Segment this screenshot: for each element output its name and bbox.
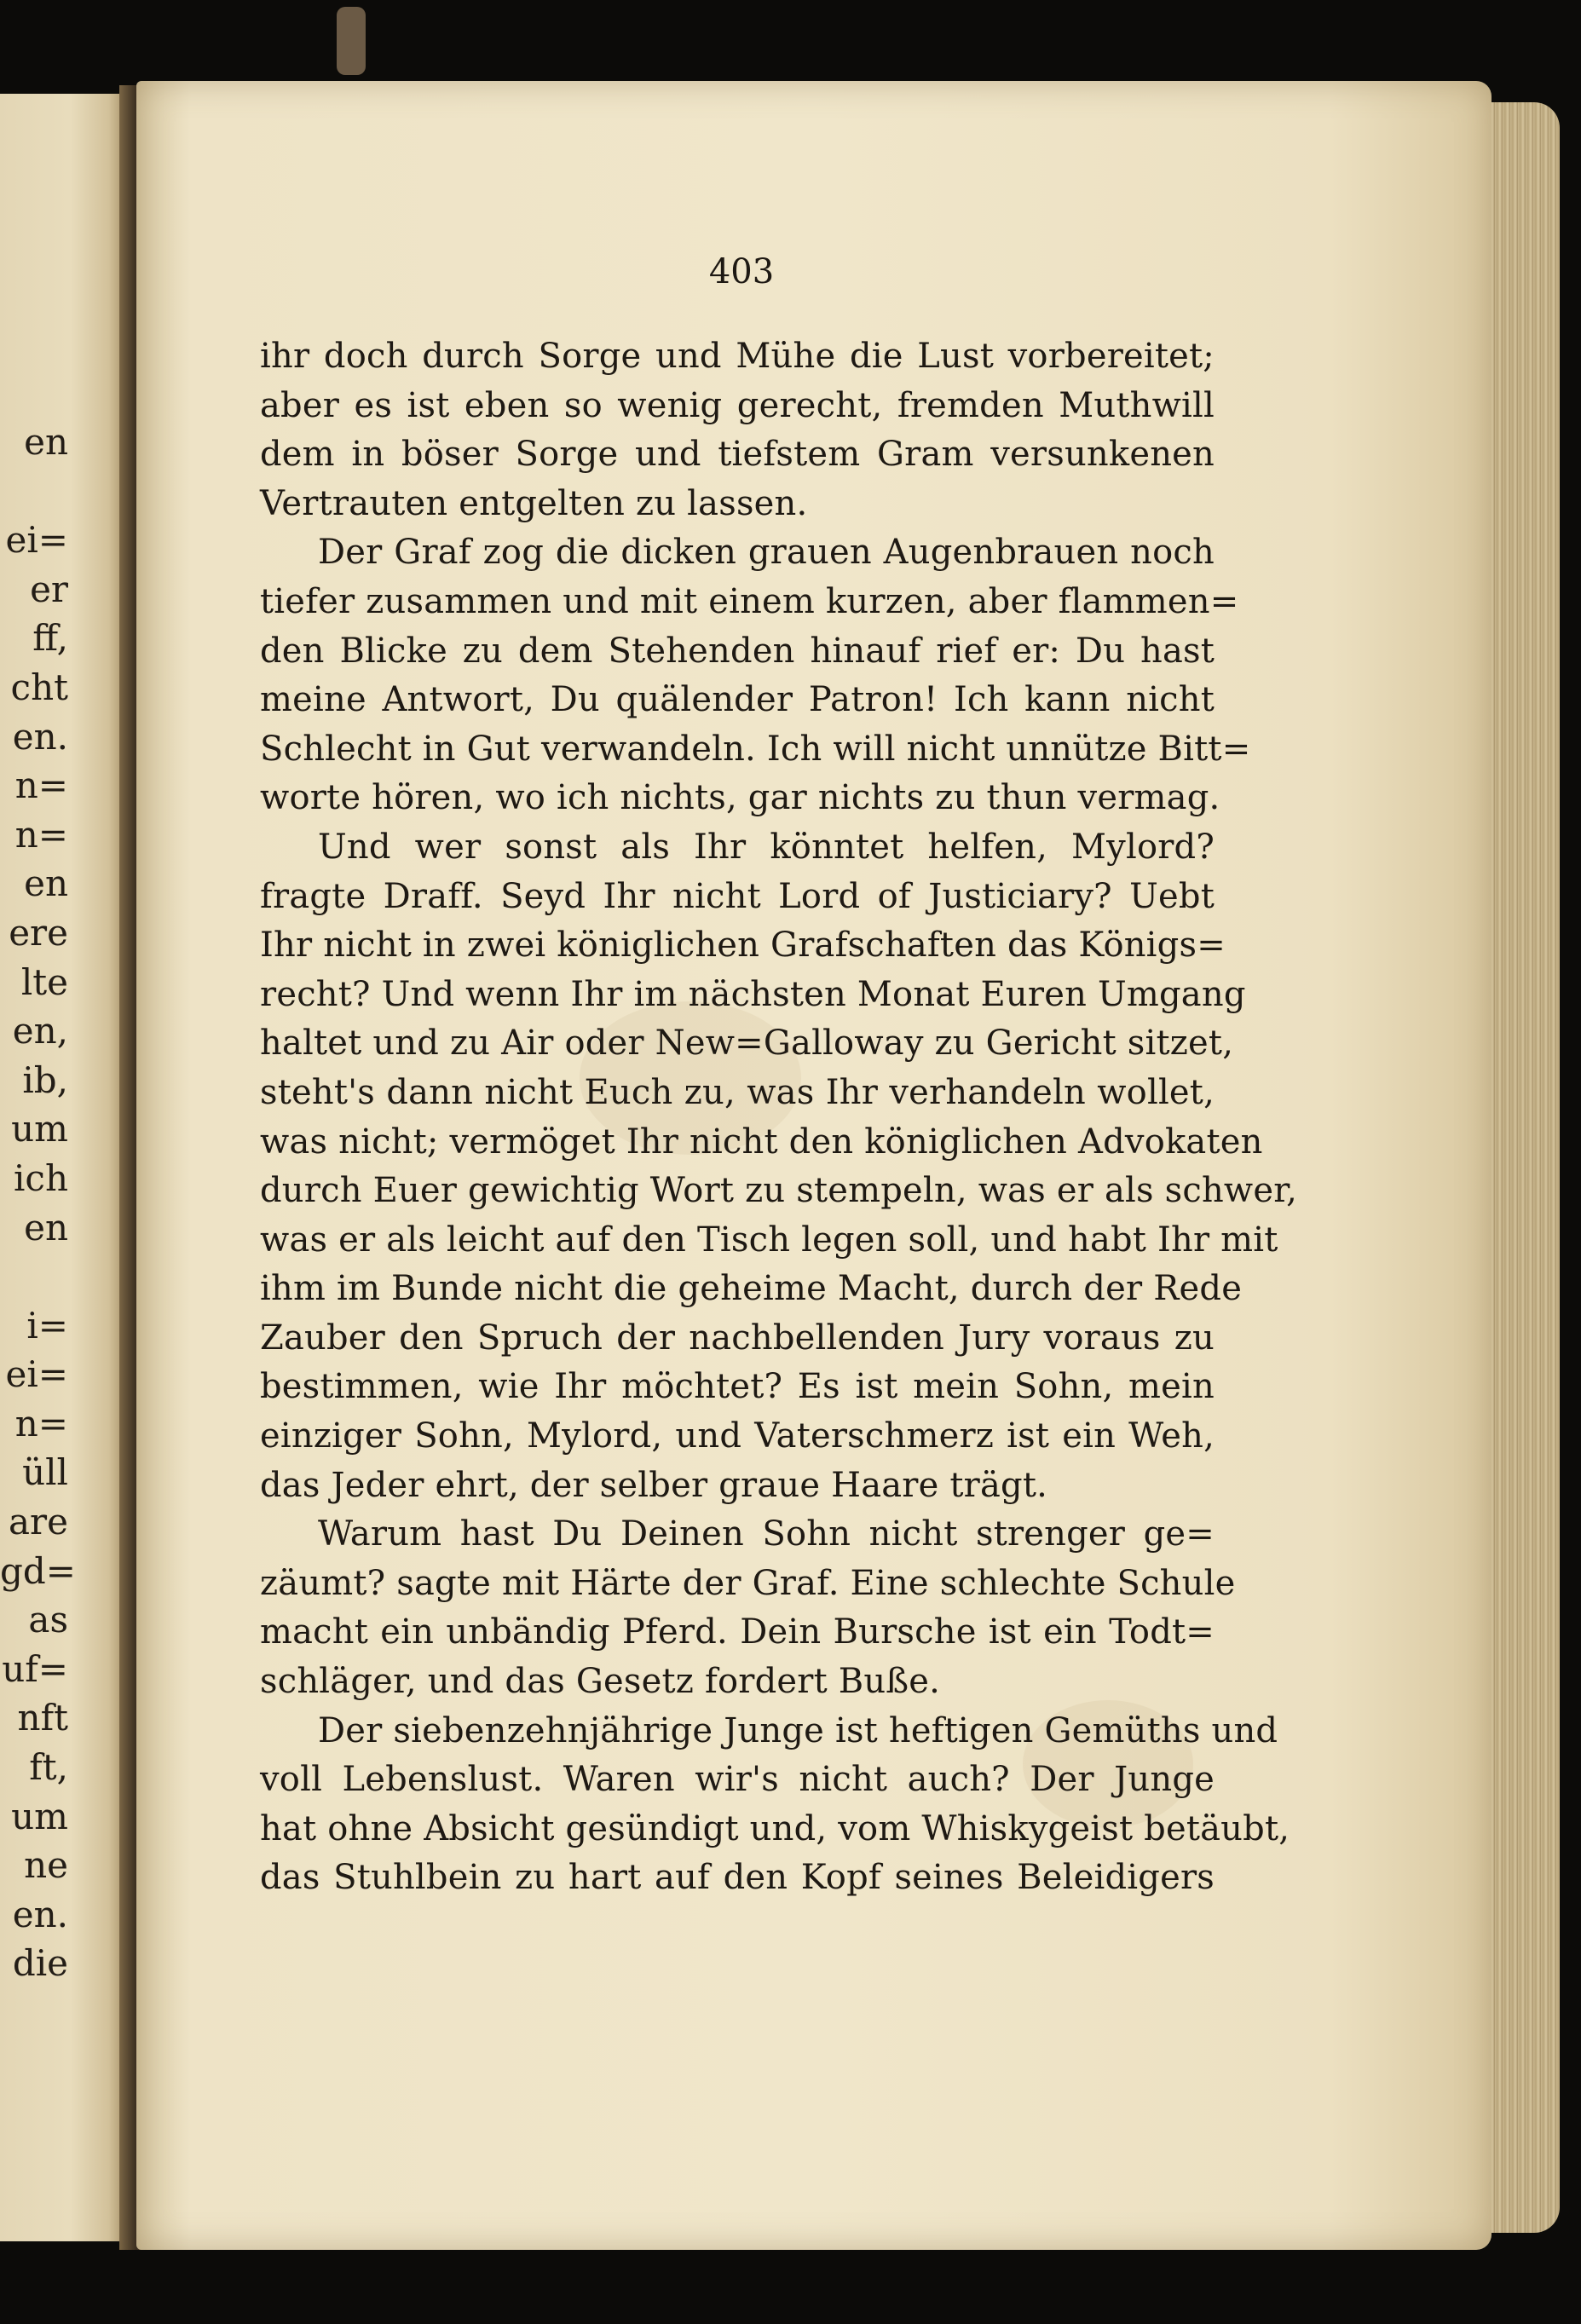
text-line: hat ohne Absicht gesündigt und, vom Whiskygeist betäubt, xyxy=(260,1808,1290,1848)
left-fragment: n= xyxy=(14,813,68,856)
left-fragment xyxy=(0,467,68,516)
text-line: fragte Draff. Seyd Ihr nicht Lord of Justiciary? Uebt xyxy=(260,876,1215,916)
text-line: Und wer sonst als Ihr könntet helfen, Mylord? xyxy=(318,827,1215,867)
text-line: das Stuhlbein zu hart auf den Kopf seines Beleidigers xyxy=(260,1858,1215,1898)
left-fragment: er xyxy=(30,568,68,610)
text-line: den Blicke zu dem Stehenden hinauf rief er: Du hast xyxy=(260,631,1215,671)
text-line: was er als leicht auf den Tisch legen soll, und habt Ihr mit xyxy=(260,1220,1278,1260)
left-fragment: i= xyxy=(26,1304,68,1347)
left-fragment: en. xyxy=(12,1893,68,1935)
text-line: tiefer zusammen und mit einem kurzen, aber flammen= xyxy=(260,581,1239,621)
left-fragment: n= xyxy=(14,764,68,807)
left-fragment: en xyxy=(24,1206,68,1249)
left-fragment: ei= xyxy=(5,1353,68,1396)
text-line: Der siebenzehnjährige Junge ist heftigen Gemüths und xyxy=(318,1710,1278,1750)
left-fragment: ere xyxy=(9,911,68,954)
left-fragment: ei= xyxy=(5,519,68,562)
left-fragment: n= xyxy=(14,1402,68,1445)
text-line: Vertrauten entgelten zu lassen. xyxy=(260,483,808,523)
text-line: was nicht; vermöget Ihr nicht den königlichen Advokaten xyxy=(260,1122,1263,1162)
text-line: haltet und zu Air oder New=Galloway zu Gericht sitzet, xyxy=(260,1024,1234,1064)
text-line: Der Graf zog die dicken grauen Augenbrauen noch xyxy=(318,533,1215,573)
text-line: das Jeder ehrt, der selber graue Haare trägt. xyxy=(260,1465,1048,1505)
text-line: voll Lebenslust. Waren wir's nicht auch? Der Junge xyxy=(260,1760,1215,1800)
text-line: bestimmen, wie Ihr möchtet? Es ist mein Sohn, mein xyxy=(260,1367,1215,1407)
text-line: macht ein unbändig Pferd. Dein Bursche ist ein Todt= xyxy=(260,1612,1215,1652)
left-fragment: die xyxy=(12,1942,68,1985)
text-line: Ihr nicht in zwei königlichen Grafschaften das Königs= xyxy=(260,926,1226,966)
text-line: einziger Sohn, Mylord, und Vaterschmerz ist ein Weh, xyxy=(260,1416,1215,1456)
left-fragment xyxy=(0,1252,68,1301)
text-line: worte hören, wo ich nichts, gar nichts zu thun vermag. xyxy=(260,778,1220,818)
left-fragment: gd= xyxy=(0,1549,76,1592)
left-fragment: ff, xyxy=(32,617,68,660)
left-fragment: uf= xyxy=(2,1647,68,1690)
body-text xyxy=(260,332,1298,1903)
left-fragment: nft xyxy=(17,1697,68,1739)
text-line: recht? Und wenn Ihr im nächsten Monat Euren Umgang xyxy=(260,974,1246,1014)
left-fragment: are xyxy=(9,1501,68,1543)
left-fragment: cht xyxy=(10,666,68,708)
left-facing-page xyxy=(0,94,128,2241)
left-fragment: en xyxy=(24,862,68,905)
left-fragment: ft, xyxy=(29,1746,68,1789)
text-line: Zauber den Spruch der nachbellenden Jury voraus zu xyxy=(260,1318,1215,1358)
text-line: schläger, und das Gesetz fordert Buße. xyxy=(260,1662,941,1702)
left-fragment: ich xyxy=(13,1156,68,1199)
left-page-text-fragments xyxy=(0,418,76,1988)
page-block-edges xyxy=(1487,102,1560,2233)
bookmark-tab xyxy=(337,7,366,75)
text-line: Schlecht in Gut verwandeln. Ich will nicht unnütze Bitt= xyxy=(260,729,1251,769)
left-fragment: ne xyxy=(24,1844,68,1887)
page-number: 403 xyxy=(708,252,775,291)
text-line: zäumt? sagte mit Härte der Graf. Eine schlechte Schule xyxy=(260,1563,1236,1603)
text-line: Warum hast Du Deinen Sohn nicht strenger ge= xyxy=(318,1514,1215,1554)
text-line: durch Euer gewichtig Wort zu stempeln, was er als schwer, xyxy=(260,1171,1298,1211)
text-line: meine Antwort, Du quälender Patron! Ich kann nicht xyxy=(260,680,1215,720)
left-fragment: en xyxy=(24,421,68,463)
left-fragment: lte xyxy=(20,960,68,1003)
left-fragment: ib, xyxy=(22,1058,68,1101)
left-fragment: üll xyxy=(22,1451,68,1494)
left-fragment: en. xyxy=(12,715,68,758)
text-line: dem in böser Sorge und tiefstem Gram versunkenen xyxy=(260,435,1215,475)
left-fragment: um xyxy=(11,1795,68,1837)
left-fragment: um xyxy=(11,1108,68,1150)
text-line: aber es ist eben so wenig gerecht, fremden Muthwill xyxy=(260,385,1215,425)
text-line: ihr doch durch Sorge und Mühe die Lust vorbereitet; xyxy=(260,337,1215,376)
text-line: steht's dann nicht Euch zu, was Ihr verhandeln wollet, xyxy=(260,1072,1215,1112)
text-line: ihm im Bunde nicht die geheime Macht, durch der Rede xyxy=(260,1269,1243,1309)
left-fragment: en, xyxy=(12,1010,68,1052)
left-fragment: as xyxy=(28,1599,68,1641)
